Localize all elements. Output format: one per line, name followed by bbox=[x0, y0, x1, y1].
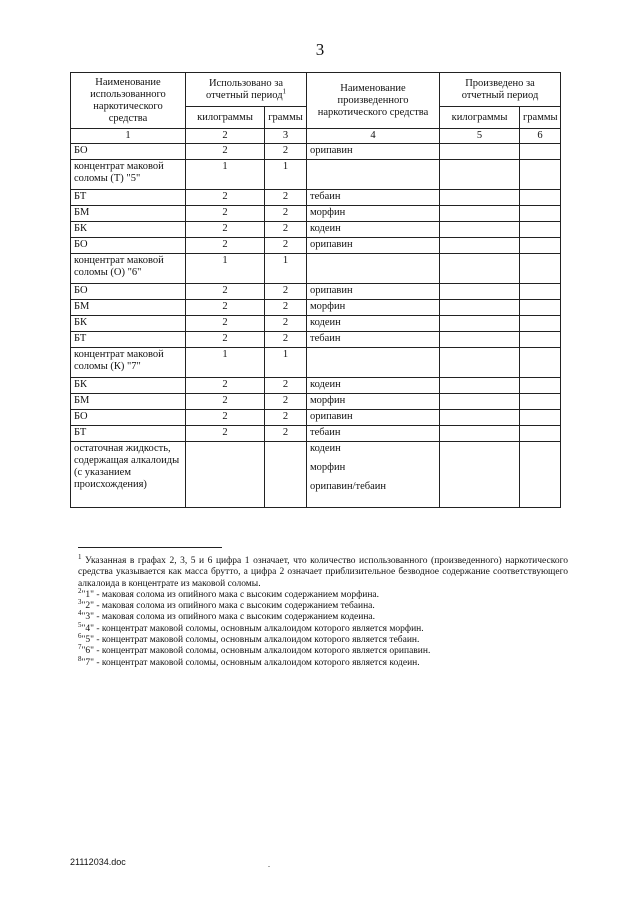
header-produced-kg: килограммы bbox=[440, 107, 520, 129]
row-produced-kg bbox=[440, 206, 520, 222]
table-row bbox=[71, 426, 561, 442]
row-name: концентрат маковой соломы (Т) "5" bbox=[71, 160, 186, 190]
row-produced-g bbox=[520, 300, 561, 316]
footnote bbox=[78, 654, 568, 669]
row-used-g: 2 bbox=[265, 410, 307, 426]
row-used-kg: 2 bbox=[186, 206, 265, 222]
row-used-g: 1 bbox=[265, 160, 307, 190]
row-used-g: 2 bbox=[265, 300, 307, 316]
residual-produced bbox=[307, 442, 440, 508]
col-number: 1 bbox=[71, 129, 186, 144]
row-used-kg: 2 bbox=[186, 394, 265, 410]
footnote bbox=[78, 586, 568, 601]
row-produced-name: орипавин bbox=[307, 144, 440, 160]
row-produced-kg bbox=[440, 426, 520, 442]
footnote-text: "7" - концентрат маковой соломы, основным алкалоидом которого является кодеин. bbox=[81, 657, 420, 668]
row-produced-kg bbox=[440, 332, 520, 348]
row-produced-name: кодеин bbox=[307, 222, 440, 238]
row-produced-kg bbox=[440, 378, 520, 394]
row-produced-g bbox=[520, 316, 561, 332]
row-name: БМ bbox=[71, 394, 186, 410]
row-used-kg: 2 bbox=[186, 190, 265, 206]
row-produced-kg bbox=[440, 238, 520, 254]
row-used-kg: 2 bbox=[186, 284, 265, 300]
row-used-g: 2 bbox=[265, 332, 307, 348]
row-used-g: 2 bbox=[265, 144, 307, 160]
footnote-mark: 7 bbox=[78, 643, 82, 652]
column-numbers-row bbox=[71, 129, 561, 144]
row-used-kg: 1 bbox=[186, 348, 265, 378]
row-used-kg: 2 bbox=[186, 222, 265, 238]
residual-kg bbox=[186, 442, 265, 508]
footnote-text: "4" - концентрат маковой соломы, основным алкалоидом которого является морфин. bbox=[81, 623, 424, 634]
row-produced-g bbox=[520, 254, 561, 284]
header-used-kg: килограммы bbox=[186, 107, 265, 129]
footnote-text: "1" - маковая солома из опийного мака с высоким содержанием морфина. bbox=[81, 589, 380, 600]
footnote bbox=[78, 552, 568, 590]
row-produced-name bbox=[307, 160, 440, 190]
footnote-mark: 4 bbox=[78, 609, 82, 618]
row-produced-name: морфин bbox=[307, 300, 440, 316]
table-row bbox=[71, 284, 561, 300]
row-name: концентрат маковой соломы (О) "6" bbox=[71, 254, 186, 284]
table-row bbox=[71, 144, 561, 160]
table-row bbox=[71, 206, 561, 222]
table-row bbox=[71, 394, 561, 410]
row-produced-name: морфин bbox=[307, 206, 440, 222]
row-produced-name bbox=[307, 348, 440, 378]
row-name: БТ bbox=[71, 190, 186, 206]
table-row bbox=[71, 190, 561, 206]
row-used-g: 2 bbox=[265, 238, 307, 254]
footnote bbox=[78, 631, 568, 646]
row-used-kg: 2 bbox=[186, 410, 265, 426]
row-used-kg: 2 bbox=[186, 300, 265, 316]
table-body bbox=[71, 144, 561, 442]
col-number: 3 bbox=[265, 129, 307, 144]
row-name: БО bbox=[71, 410, 186, 426]
row-used-kg: 2 bbox=[186, 332, 265, 348]
header-name-produced: Наименование произведенного наркотического средства bbox=[307, 73, 440, 129]
row-produced-g bbox=[520, 394, 561, 410]
row-produced-kg bbox=[440, 254, 520, 284]
row-name: БТ bbox=[71, 332, 186, 348]
row-produced-g bbox=[520, 206, 561, 222]
footnote-mark: 1 bbox=[78, 552, 82, 561]
row-produced-kg bbox=[440, 348, 520, 378]
document-id: 21112034.doc bbox=[70, 857, 126, 867]
row-produced-g bbox=[520, 238, 561, 254]
row-name: БМ bbox=[71, 206, 186, 222]
col-number: 6 bbox=[520, 129, 561, 144]
page-number: 3 bbox=[315, 40, 325, 59]
row-name: БМ bbox=[71, 300, 186, 316]
row-name: БК bbox=[71, 316, 186, 332]
row-name: БО bbox=[71, 284, 186, 300]
footnote-mark: 3 bbox=[78, 598, 82, 607]
table-row bbox=[71, 316, 561, 332]
row-used-g: 2 bbox=[265, 394, 307, 410]
footnote bbox=[78, 620, 568, 635]
residual-produced-item: орипавин/тебаин bbox=[310, 481, 387, 492]
table-row bbox=[71, 300, 561, 316]
row-produced-g bbox=[520, 284, 561, 300]
table-row bbox=[71, 410, 561, 426]
header-produced-g: граммы bbox=[520, 107, 561, 129]
residual-produced-g bbox=[520, 442, 561, 508]
row-used-g: 1 bbox=[265, 254, 307, 284]
footnote bbox=[78, 643, 568, 657]
row-used-g: 2 bbox=[265, 378, 307, 394]
row-produced-name: орипавин bbox=[307, 410, 440, 426]
row-produced-name: орипавин bbox=[307, 238, 440, 254]
table-row bbox=[71, 332, 561, 348]
row-name: БТ bbox=[71, 426, 186, 442]
row-used-kg: 2 bbox=[186, 316, 265, 332]
header-used-period-text: Использовано за отчетный период bbox=[205, 77, 284, 101]
footnote-mark: 5 bbox=[78, 620, 82, 629]
row-produced-name: тебаин bbox=[307, 332, 440, 348]
table-row bbox=[71, 222, 561, 238]
row-used-g: 2 bbox=[265, 190, 307, 206]
row-produced-name bbox=[307, 254, 440, 284]
table-row bbox=[71, 254, 561, 284]
row-used-kg: 2 bbox=[186, 238, 265, 254]
row-produced-kg bbox=[440, 222, 520, 238]
footnote-text: "2" - маковая солома из опийного мака с высоким содержанием тебаина. bbox=[81, 601, 375, 612]
footnote-ref-1: 1 bbox=[282, 87, 287, 95]
row-produced-g bbox=[520, 190, 561, 206]
row-used-g: 2 bbox=[265, 222, 307, 238]
row-name: БО bbox=[71, 238, 186, 254]
col-number: 4 bbox=[307, 129, 440, 144]
row-produced-g bbox=[520, 426, 561, 442]
footnote bbox=[78, 598, 568, 612]
row-produced-g bbox=[520, 144, 561, 160]
row-produced-kg bbox=[440, 284, 520, 300]
narcotics-table bbox=[70, 72, 561, 508]
row-used-kg: 2 bbox=[186, 426, 265, 442]
residual-g bbox=[265, 442, 307, 508]
row-used-kg: 2 bbox=[186, 144, 265, 160]
footnote-text: "5" - концентрат маковой соломы, основным алкалоидом которого является тебаин. bbox=[81, 635, 420, 646]
bottom-mark: . bbox=[268, 860, 270, 869]
row-name: БО bbox=[71, 144, 186, 160]
footnote-text: "6" - концентрат маковой соломы, основным алкалоидом которого является орипавин. bbox=[81, 646, 431, 657]
footnote-text: Указанная в графах 2, 3, 5 и 6 цифра 1 означает, что количество использованного (произведенного) наркотического средства указывается как масса брутто, а цифра 2 означает приблизительное безводное содержание соответствующего алкалоида в концентрате из маковой соломы. bbox=[78, 556, 568, 589]
table-row bbox=[71, 238, 561, 254]
row-produced-kg bbox=[440, 190, 520, 206]
col-number: 5 bbox=[440, 129, 520, 144]
row-produced-name: морфин bbox=[307, 394, 440, 410]
row-used-kg: 1 bbox=[186, 254, 265, 284]
footnote bbox=[78, 609, 568, 623]
footnote-mark: 6 bbox=[78, 631, 82, 640]
table-row bbox=[71, 160, 561, 190]
header-used-period bbox=[186, 73, 307, 107]
row-used-g: 2 bbox=[265, 426, 307, 442]
row-produced-name: кодеин bbox=[307, 378, 440, 394]
row-name: концентрат маковой соломы (К) "7" bbox=[71, 348, 186, 378]
footnote-divider bbox=[78, 547, 222, 548]
row-produced-g bbox=[520, 160, 561, 190]
table-residual bbox=[71, 442, 561, 508]
row-used-kg: 1 bbox=[186, 160, 265, 190]
row-produced-name: орипавин bbox=[307, 284, 440, 300]
footnote-mark: 2 bbox=[78, 586, 82, 595]
row-name: БК bbox=[71, 222, 186, 238]
residual-name: остаточная жидкость, содержащая алкалоиды (с указанием происхождения) bbox=[71, 442, 186, 508]
row-produced-g bbox=[520, 222, 561, 238]
header-name-used: Наименование использованного наркотического средства bbox=[71, 73, 186, 129]
residual-produced-item: морфин bbox=[310, 462, 346, 473]
row-used-kg: 2 bbox=[186, 378, 265, 394]
row-produced-name: кодеин bbox=[307, 316, 440, 332]
table-header bbox=[71, 73, 561, 144]
row-produced-kg bbox=[440, 144, 520, 160]
table-row bbox=[71, 348, 561, 378]
footnotes bbox=[78, 552, 568, 669]
row-used-g: 2 bbox=[265, 316, 307, 332]
row-produced-kg bbox=[440, 316, 520, 332]
residual-produced-kg bbox=[440, 442, 520, 508]
row-name: БК bbox=[71, 378, 186, 394]
row-used-g: 1 bbox=[265, 348, 307, 378]
row-used-g: 2 bbox=[265, 284, 307, 300]
table-row bbox=[71, 378, 561, 394]
row-produced-kg bbox=[440, 300, 520, 316]
row-produced-kg bbox=[440, 160, 520, 190]
header-produced-period: Произведено за отчетный период bbox=[440, 73, 561, 107]
row-produced-kg bbox=[440, 394, 520, 410]
row-produced-g bbox=[520, 410, 561, 426]
row-produced-g bbox=[520, 378, 561, 394]
col-number: 2 bbox=[186, 129, 265, 144]
row-produced-g bbox=[520, 332, 561, 348]
row-used-g: 2 bbox=[265, 206, 307, 222]
footnote-mark: 8 bbox=[78, 654, 82, 663]
row-produced-g bbox=[520, 348, 561, 378]
footnote-text: "3" - маковая солома из опийного мака с высоким содержанием кодеина. bbox=[81, 612, 376, 623]
header-used-g: граммы bbox=[265, 107, 307, 129]
residual-produced-item: кодеин bbox=[310, 443, 341, 454]
row-produced-kg bbox=[440, 410, 520, 426]
row-produced-name: тебаин bbox=[307, 190, 440, 206]
table-row-residual bbox=[71, 442, 561, 508]
row-produced-name: тебаин bbox=[307, 426, 440, 442]
